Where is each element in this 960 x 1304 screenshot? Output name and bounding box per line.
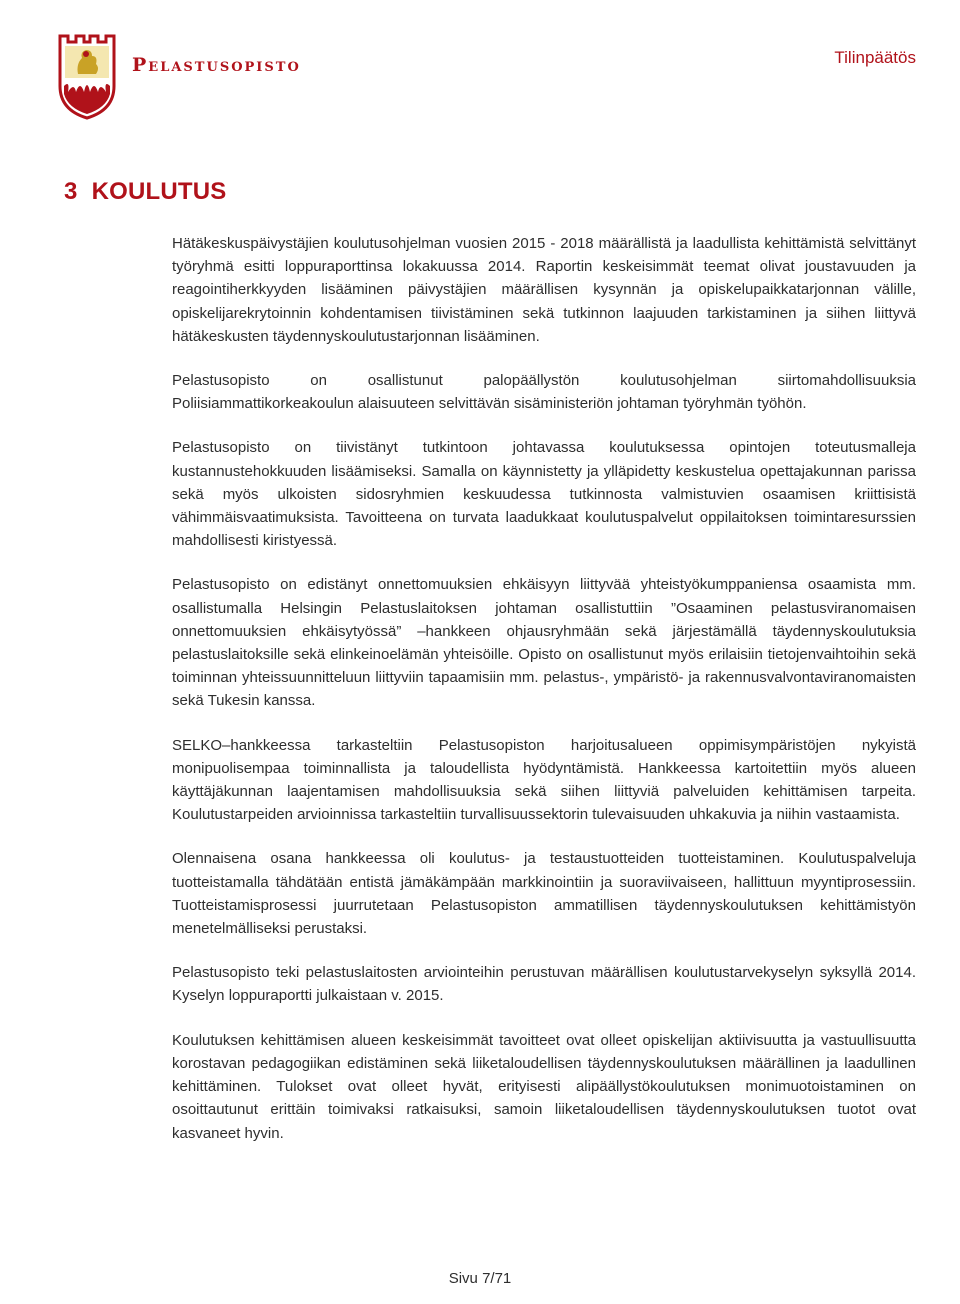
paragraph: SELKO–hankkeessa tarkasteltiin Pelastusopiston harjoitusalueen oppimisympäristöjen nykyistä monipuolisempaa toiminnallista ja taloudellista hyödyntämistä. Hankkeessa kartoitettiin myös alueen käyttäjäkunnan laajentamisen mahdollisuuksia sekä siihen liittyviä palveluiden kehittämisen tarpeita. Koulutustarpeiden arvioinnissa tarkasteltiin turvallisuussektorin tulevaisuuden uhkakuvia ja niihin vastaamista. [172, 736, 916, 824]
lion-flame-crest-icon [56, 34, 118, 120]
section-title: KOULUTUS [91, 178, 227, 205]
paragraph: Koulutuksen kehittämisen alueen keskeisimmät tavoitteet ovat olleet opiskelijan aktiivisuutta ja vastuullisuutta korostavan pedagogiikan edistäminen sekä liiketaloudellisen täydennyskoulutuksen määrällinen ja laadullinen kehittäminen. Tulokset ovat olleet hyvät, erityisesti alipäällystökoulutuksen monimuotoistaminen on osoittautunut erittäin toimivaksi ratkaisuksi, samoin liiketaloudellisen täydennyskoulutuksen tuotot ovat kasvaneet hyvin. [172, 1031, 916, 1142]
page-number: Sivu 7/71 [448, 1270, 512, 1287]
document-type-label: Tilinpäätös [834, 48, 916, 67]
paragraph: Pelastusopisto on osallistunut palopäällystön koulutusohjelman siirtomahdollisuuksia Poliisiammattikorkeakoulun alaisuuteen selvittävän sisäministeriön johtaman työryhmän työhön. [172, 372, 916, 413]
paragraph: Pelastusopisto on edistänyt onnettomuuksien ehkäisyyn liittyvää yhteistyökumppaniensa osaamista mm. osallistumalla Helsingin Pelastuslaitoksen johtaman osallistuttiin ”Osaaminen pelastusviranomaisen onnettomuuksien ehkäisytyössä” –hankkeen ohjausryhmään sekä järjestämällä täydennyskoulutuksia pelastuslaitoksille sekä elinkeinoelämän yhteisöille. Opisto on osallistunut myös erilaisiin tietojenvaihtoihin sekä toiminnan yhteissuunnitteluun liittyviin tapaamisiin mm. pelastus-, ympäristö- ja rakennusvalvontaviranomaisten sekä Tukesin kanssa. [172, 576, 916, 710]
section-heading [64, 178, 227, 206]
page-header [0, 0, 960, 120]
body-text [172, 232, 916, 1166]
paragraph: Olennaisena osana hankkeessa oli koulutus- ja testaustuotteiden tuotteistaminen. Koulutuspalveluja tuotteistamalla tähdätään entistä jämäkämpään markkinointiin ja suoraviivaiseen, hallittuun myyntiprosessiin. Tuotteistamisprosessi juurrutetaan Pelastusopiston ammatillisen täydennyskoulutuksen kehittämistyön menetelmälliseksi perustaksi. [172, 850, 916, 938]
paragraph: Hätäkeskuspäivystäjien koulutusohjelman vuosien 2015 - 2018 määrällistä ja laadullista kehittämistä selvittänyt työryhmä esitti loppuraporttinsa lokakuussa 2014. Raportin keskeisimmät teemat olivat joustavuuden ja reagointiherkkyyden lisääminen päivystäjien määrällisen kysynnän ja opiskelupaikkatarjonnan välille, opiskelijarekrytoinnin kohdentamisen tiivistäminen sekä tutkinnon laajuuden tarkistaminen ja siihen liittyvä hätäkeskusten täydennyskoulutustarjonnan lisääminen. [172, 235, 916, 345]
brand-name: Pelastusopisto [132, 54, 301, 76]
paragraph: Pelastusopisto on tiivistänyt tutkintoon johtavassa koulutuksessa opintojen toteutusmalleja kustannustehokkuuden lisäämiseksi. Samalla on käynnistetty ja ylläpidetty keskustelua opettajakunnan parissa sekä myös ulkoisten sidosryhmien keskuudessa tutkinnosta valmistuvien osaamisen kriittisistä vähimmäisvaatimuksista. Tavoitteena on turvata laadukkaat koulutuspalvelut oppilaitoksen toimintaresurssien mahdollisesti kiristyessä. [172, 439, 916, 550]
section-number: 3 [64, 178, 78, 205]
paragraph: Pelastusopisto teki pelastuslaitosten arviointeihin perustuvan määrällisen koulutustarvekyselyn syksyllä 2014. Kyselyn loppuraportti julkaistaan v. 2015. [172, 964, 916, 1005]
